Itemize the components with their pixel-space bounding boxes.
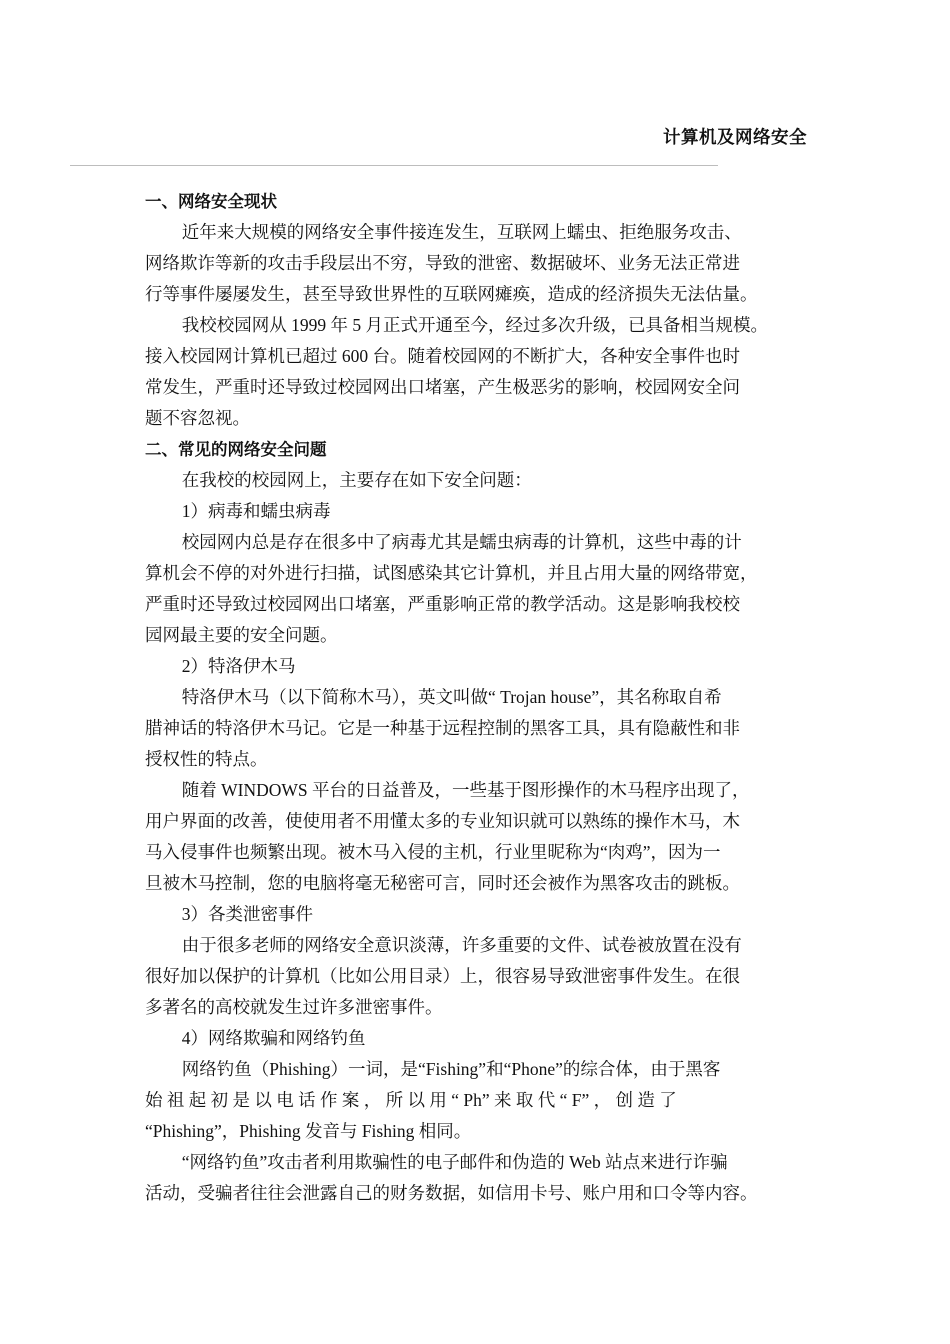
- item-title: 3）各类泄密事件: [181, 904, 313, 924]
- text-line: 旦被木马控制，您的电脑将毫无秘密可言，同时还会被作为黑客攻击的跳板。: [145, 873, 740, 893]
- text-line: 我校校园网从 1999 年 5 月正式开通至今，经过多次升级，已具备相当规模。: [181, 315, 768, 335]
- section-heading-1: 一、网络安全现状: [145, 192, 277, 211]
- text-line: 近年来大规模的网络安全事件接连发生，互联网上蠕虫、拒绝服务攻击、: [181, 222, 742, 242]
- intro-text: 在我校的校园网上，主要存在如下安全问题：: [181, 470, 532, 490]
- item-title: 4）网络欺骗和网络钓鱼: [181, 1028, 366, 1048]
- text-line: 网络钓鱼（Phishing）一词，是“Fishing”和“Phone”的综合体，由于黑客: [181, 1059, 721, 1079]
- text-line: 行等事件屡屡发生，甚至导致世界性的互联网瘫痪，造成的经济损失无法估量。: [145, 284, 758, 304]
- header-divider: [70, 165, 718, 166]
- item-title: 2）特洛伊木马: [181, 656, 296, 676]
- text-line: 常发生，严重时还导致过校园网出口堵塞，产生极恶劣的影响，校园网安全问: [145, 377, 740, 397]
- text-line: “Phishing”，Phishing 发音与 Fishing 相同。: [145, 1121, 472, 1141]
- paragraph: [145, 775, 809, 899]
- text-line: 算机会不停的对外进行扫描，试图感染其它计算机，并且占用大量的网络带宽，: [145, 563, 758, 583]
- paragraph: [145, 527, 809, 651]
- text-line: 严重时还导致过校园网出口堵塞，严重影响正常的教学活动。这是影响我校校: [145, 594, 740, 614]
- paragraph: [145, 1147, 809, 1209]
- text-line: 很好加以保护的计算机（比如公用目录）上，很容易导致泄密事件发生。在很: [145, 966, 740, 986]
- text-line: 接入校园网计算机已超过 600 台。随着校园网的不断扩大，各种安全事件也时: [145, 346, 740, 366]
- header-title: 计算机及网络安全: [663, 128, 807, 148]
- paragraph: [145, 1054, 809, 1147]
- document-body: [145, 186, 809, 1209]
- text-line: 随着 WINDOWS 平台的日益普及，一些基于图形操作的木马程序出现了，: [181, 780, 750, 800]
- text-line: 网络欺诈等新的攻击手段层出不穷，导致的泄密、数据破坏、业务无法正常进: [145, 253, 740, 273]
- paragraph: [145, 930, 809, 1023]
- text-line: 多著名的高校就发生过许多泄密事件。: [145, 997, 443, 1017]
- text-line: 园网最主要的安全问题。: [145, 625, 338, 645]
- text-line: 校园网内总是存在很多中了病毒尤其是蠕虫病毒的计算机，这些中毒的计: [181, 532, 742, 552]
- text-line: 马入侵事件也频繁出现。被木马入侵的主机，行业里昵称为“肉鸡”，因为一: [145, 842, 721, 862]
- paragraph: [145, 682, 809, 775]
- text-line: “网络钓鱼”攻击者利用欺骗性的电子邮件和伪造的 Web 站点来进行诈骗: [181, 1152, 728, 1172]
- paragraph: [145, 217, 809, 310]
- text-line: 腊神话的特洛伊木马记。它是一种基于远程控制的黑客工具，具有隐蔽性和非: [145, 718, 740, 738]
- text-line: 始 祖 起 初 是 以 电 话 作 案 ， 所 以 用 “ Ph” 来 取 代 “ F” ， 创 造 了: [145, 1090, 677, 1110]
- text-line: 题不容忽视。: [145, 408, 250, 428]
- text-line: 活动，受骗者往往会泄露自己的财务数据，如信用卡号、账户用和口令等内容。: [145, 1183, 758, 1203]
- section-heading-2: 二、常见的网络安全问题: [145, 440, 327, 459]
- text-line: 授权性的特点。: [145, 749, 268, 769]
- text-line: 用户界面的改善，使使用者不用懂太多的专业知识就可以熟练的操作木马，木: [145, 811, 740, 831]
- text-line: 由于很多老师的网络安全意识淡薄，许多重要的文件、试卷被放置在没有: [181, 935, 742, 955]
- paragraph: [145, 310, 809, 434]
- text-line: 特洛伊木马（以下简称木马），英文叫做“ Trojan house”，其名称取自希: [181, 687, 722, 707]
- item-title: 1）病毒和蠕虫病毒: [181, 501, 331, 521]
